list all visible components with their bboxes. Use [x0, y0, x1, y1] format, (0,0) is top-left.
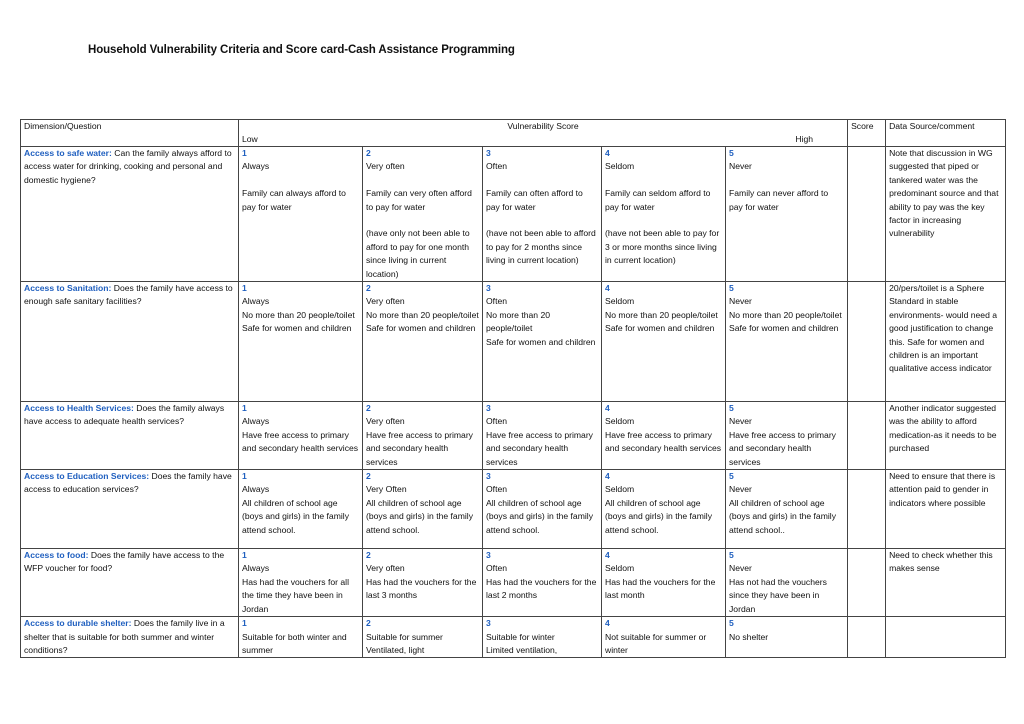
criteria-text: Very often: [366, 563, 405, 574]
score-level-cell: [239, 402, 363, 470]
score-level-number: 1: [242, 618, 247, 629]
high-label: High: [795, 134, 814, 144]
line-spacer: [605, 174, 722, 187]
score-level-number: 3: [486, 403, 491, 414]
score-level-number: 5: [729, 283, 734, 294]
score-level-number: 4: [605, 148, 610, 158]
criteria-text: Never: [729, 416, 752, 427]
criteria-text: No more than 20 people/toilet: [486, 309, 551, 334]
score-level-cell: [726, 549, 848, 617]
score-level-cell: [239, 617, 363, 658]
vulnerability-score-header: [239, 120, 848, 147]
score-level-number: 5: [729, 618, 734, 629]
score-level-cell: [483, 282, 602, 402]
score-level-number: 1: [242, 148, 247, 158]
score-level-number: 2: [366, 148, 371, 158]
criteria-text: Has had the vouchers for all the time they have been in Jordan: [242, 576, 350, 614]
score-cell[interactable]: [848, 617, 886, 658]
criteria-text: (have not been able to pay for 3 or more months since living in current location): [605, 228, 720, 266]
criteria-text: Has had the vouchers for the last 2 months: [486, 576, 597, 601]
score-cell[interactable]: [848, 549, 886, 617]
criteria-text: Suitable for both winter and summer: [242, 631, 347, 655]
criteria-text: Seldom: [605, 161, 635, 172]
dimension-question-cell: [21, 402, 239, 470]
dimension-question-cell: [21, 470, 239, 549]
score-level-cell: [483, 402, 602, 470]
criteria-text: Often: [486, 296, 508, 307]
data-source-comment-cell: Note that discussion in WG suggested that piped or tankered water was the predominant source and that ability to pay was the key factor in increasing vulnerability: [886, 147, 1006, 282]
dimension-question-cell: [21, 282, 239, 402]
criteria-text: All children of school age (boys and girls) in the family attend school..: [729, 497, 836, 535]
question-text: Can the family always afford to access water for drinking, cooking and personal and domestic hygiene?: [24, 148, 232, 185]
score-level-cell: [602, 470, 726, 549]
criteria-text: Often: [486, 563, 508, 574]
score-level-cell: [483, 617, 602, 658]
score-level-number: 2: [366, 471, 371, 482]
dimension-title: Access to Education Services:: [24, 471, 150, 482]
score-level-number: 4: [605, 550, 610, 561]
criteria-text: Safe for women and children: [242, 323, 352, 334]
score-level-number: 4: [605, 283, 610, 294]
criteria-text: Very often: [366, 161, 405, 172]
criteria-text: Very often: [366, 296, 405, 307]
criteria-text: Often: [486, 484, 508, 495]
score-level-number: 2: [366, 403, 371, 414]
criteria-text: All children of school age (boys and girls) in the family attend school.: [366, 497, 473, 535]
score-level-cell: [363, 402, 483, 470]
score-level-cell: [239, 470, 363, 549]
dimension-question-cell: [21, 549, 239, 617]
criteria-text: (have not been able to afford to pay for 2 months since living in current location): [486, 228, 596, 266]
low-label: Low: [242, 134, 258, 144]
criteria-text: Seldom: [605, 296, 635, 307]
score-level-number: 3: [486, 550, 491, 561]
score-level-number: 4: [605, 618, 610, 629]
dimension-header: Dimension/Question: [21, 120, 239, 147]
score-level-cell: [602, 549, 726, 617]
criteria-text: Often: [486, 161, 508, 172]
criteria-text: Safe for women and children: [486, 336, 596, 347]
score-level-cell: [363, 549, 483, 617]
data-source-comment-cell: [886, 617, 1006, 658]
table-row: [21, 147, 1006, 282]
score-level-cell: [726, 282, 848, 402]
vulnerability-score-title: Vulnerability Score: [507, 121, 579, 131]
score-level-number: 4: [605, 403, 610, 414]
criteria-text: Seldom: [605, 416, 635, 427]
line-spacer: [366, 214, 479, 227]
criteria-text: Have free access to primary and secondary health services: [486, 429, 593, 467]
criteria-text: Always: [242, 416, 270, 427]
criteria-text: Has not had the vouchers since they have been in Jordan: [729, 576, 827, 614]
table-row: [21, 549, 1006, 617]
dimension-title: Access to durable shelter:: [24, 618, 132, 629]
line-spacer: [729, 174, 844, 187]
criteria-text: No more than 20 people/toilet: [729, 309, 842, 320]
criteria-text: No more than 20 people/toilet: [605, 309, 718, 320]
score-header: Score: [848, 120, 886, 147]
criteria-text: Limited ventilation,: [486, 644, 558, 655]
criteria-text: Always: [242, 563, 270, 574]
source-header: Data Source/comment: [886, 120, 1006, 147]
line-spacer: [486, 174, 598, 187]
criteria-text: Not suitable for summer or winter: [605, 631, 707, 655]
criteria-text: Very Often: [366, 484, 407, 495]
criteria-text: Family can very often afford to pay for water: [366, 188, 472, 212]
line-spacer: [486, 214, 598, 227]
score-level-cell: [602, 147, 726, 282]
criteria-text: Have free access to primary and secondary health services: [366, 429, 473, 467]
criteria-text: Often: [486, 416, 508, 427]
criteria-text: No shelter: [729, 631, 769, 642]
criteria-text: Always: [242, 296, 270, 307]
score-cell[interactable]: [848, 282, 886, 402]
criteria-text: Never: [729, 484, 752, 495]
criteria-text: Family can always afford to pay for water: [242, 188, 346, 212]
score-level-number: 3: [486, 148, 491, 158]
score-level-cell: [363, 147, 483, 282]
question-text: Does the family live in a shelter that is suitable for both summer and winter conditions?: [24, 618, 225, 655]
score-level-number: 2: [366, 283, 371, 294]
data-source-comment-cell: Need to ensure that there is attention paid to gender in indicators where possible: [886, 470, 1006, 549]
score-level-cell: [239, 549, 363, 617]
score-level-cell: [483, 470, 602, 549]
score-level-cell: [363, 617, 483, 658]
criteria-text: No more than 20 people/toilet: [242, 309, 355, 320]
score-level-cell: [363, 470, 483, 549]
score-level-cell: [239, 282, 363, 402]
criteria-text: Safe for women and children: [605, 323, 715, 334]
criteria-text: Safe for women and children: [729, 323, 839, 334]
score-level-number: 3: [486, 283, 491, 294]
score-level-cell: [602, 402, 726, 470]
criteria-text: Very often: [366, 416, 405, 427]
score-level-cell: [483, 147, 602, 282]
score-level-number: 2: [366, 550, 371, 561]
score-level-number: 5: [729, 471, 734, 482]
score-level-number: 3: [486, 618, 491, 629]
dimension-title: Access to Health Services:: [24, 403, 134, 414]
criteria-text: Family can never afford to pay for water: [729, 188, 829, 212]
criteria-text: Has had the vouchers for the last month: [605, 576, 716, 601]
criteria-text: (have only not been able to afford to pay for one month since living in current location): [366, 228, 470, 279]
score-level-cell: [602, 282, 726, 402]
criteria-text: Have free access to primary and secondary health services: [729, 429, 836, 467]
score-level-number: 1: [242, 283, 247, 294]
table-row: [21, 282, 1006, 402]
dimension-title: Access to Sanitation:: [24, 283, 112, 294]
score-level-number: 1: [242, 403, 247, 414]
criteria-text: Have free access to primary and secondary health services: [605, 429, 722, 454]
criteria-text: Has had the vouchers for the last 3 months: [366, 576, 477, 601]
criteria-text: Always: [242, 484, 270, 495]
score-level-number: 3: [486, 471, 491, 482]
header-row: [21, 120, 1006, 147]
score-level-cell: [239, 147, 363, 282]
criteria-text: All children of school age (boys and girls) in the family attend school.: [605, 497, 712, 535]
score-level-number: 5: [729, 403, 734, 414]
criteria-text: Seldom: [605, 563, 635, 574]
table-row: [21, 402, 1006, 470]
line-spacer: [242, 174, 359, 187]
question-text: Does the family have access to education services?: [24, 471, 232, 495]
question-text: Does the family always have access to adequate health services?: [24, 403, 225, 427]
table-row: [21, 617, 1006, 658]
criteria-text: Always: [242, 161, 270, 172]
dimension-title: Access to food:: [24, 550, 89, 561]
criteria-text: Have free access to primary and secondary health services: [242, 429, 359, 454]
score-level-number: 4: [605, 471, 610, 482]
dimension-question-cell: [21, 147, 239, 282]
criteria-text: Family can often afford to pay for water: [486, 188, 583, 212]
data-source-comment-cell: Need to check whether this makes sense: [886, 549, 1006, 617]
criteria-text: Family can seldom afford to pay for water: [605, 188, 711, 212]
criteria-text: Ventilated, light: [366, 644, 425, 655]
score-level-number: 1: [242, 550, 247, 561]
dimension-title: Access to safe water:: [24, 148, 112, 158]
data-source-comment-cell: 20/pers/toilet is a Sphere Standard in stable environments- would need a good justification to change this. Safe for women and children is an important qualitative access indicator: [886, 282, 1006, 402]
score-level-cell: [726, 402, 848, 470]
dimension-question-cell: [21, 617, 239, 658]
score-cell[interactable]: [848, 470, 886, 549]
score-cell[interactable]: [848, 402, 886, 470]
score-level-number: 2: [366, 618, 371, 629]
table-row: [21, 470, 1006, 549]
criteria-text: Suitable for summer: [366, 631, 443, 642]
criteria-text: No more than 20 people/toilet: [366, 309, 479, 320]
score-level-number: 5: [729, 550, 734, 561]
score-level-cell: [602, 617, 726, 658]
line-spacer: [605, 214, 722, 227]
score-level-cell: [363, 282, 483, 402]
vulnerability-scorecard-table: [20, 119, 1006, 658]
criteria-text: Never: [729, 296, 752, 307]
criteria-text: Suitable for winter: [486, 631, 555, 642]
score-level-cell: [483, 549, 602, 617]
criteria-text: Safe for women and children: [366, 323, 476, 334]
criteria-text: Seldom: [605, 484, 635, 495]
criteria-text: Never: [729, 563, 752, 574]
criteria-text: All children of school age (boys and girls) in the family attend school.: [242, 497, 349, 535]
score-level-cell: [726, 147, 848, 282]
score-level-number: 5: [729, 148, 734, 158]
document-title: Household Vulnerability Criteria and Score card-Cash Assistance Programming: [88, 44, 515, 56]
question-text: Does the family have access to enough safe sanitary facilities?: [24, 283, 233, 307]
score-level-cell: [726, 617, 848, 658]
data-source-comment-cell: Another indicator suggested was the ability to afford medication-as it needs to be purchased: [886, 402, 1006, 470]
score-level-number: 1: [242, 471, 247, 482]
score-level-cell: [726, 470, 848, 549]
criteria-text: All children of school age (boys and girls) in the family attend school.: [486, 497, 593, 535]
question-text: Does the family have access to the WFP voucher for food?: [24, 550, 225, 574]
score-cell[interactable]: [848, 147, 886, 282]
line-spacer: [366, 174, 479, 187]
criteria-text: Never: [729, 161, 752, 172]
